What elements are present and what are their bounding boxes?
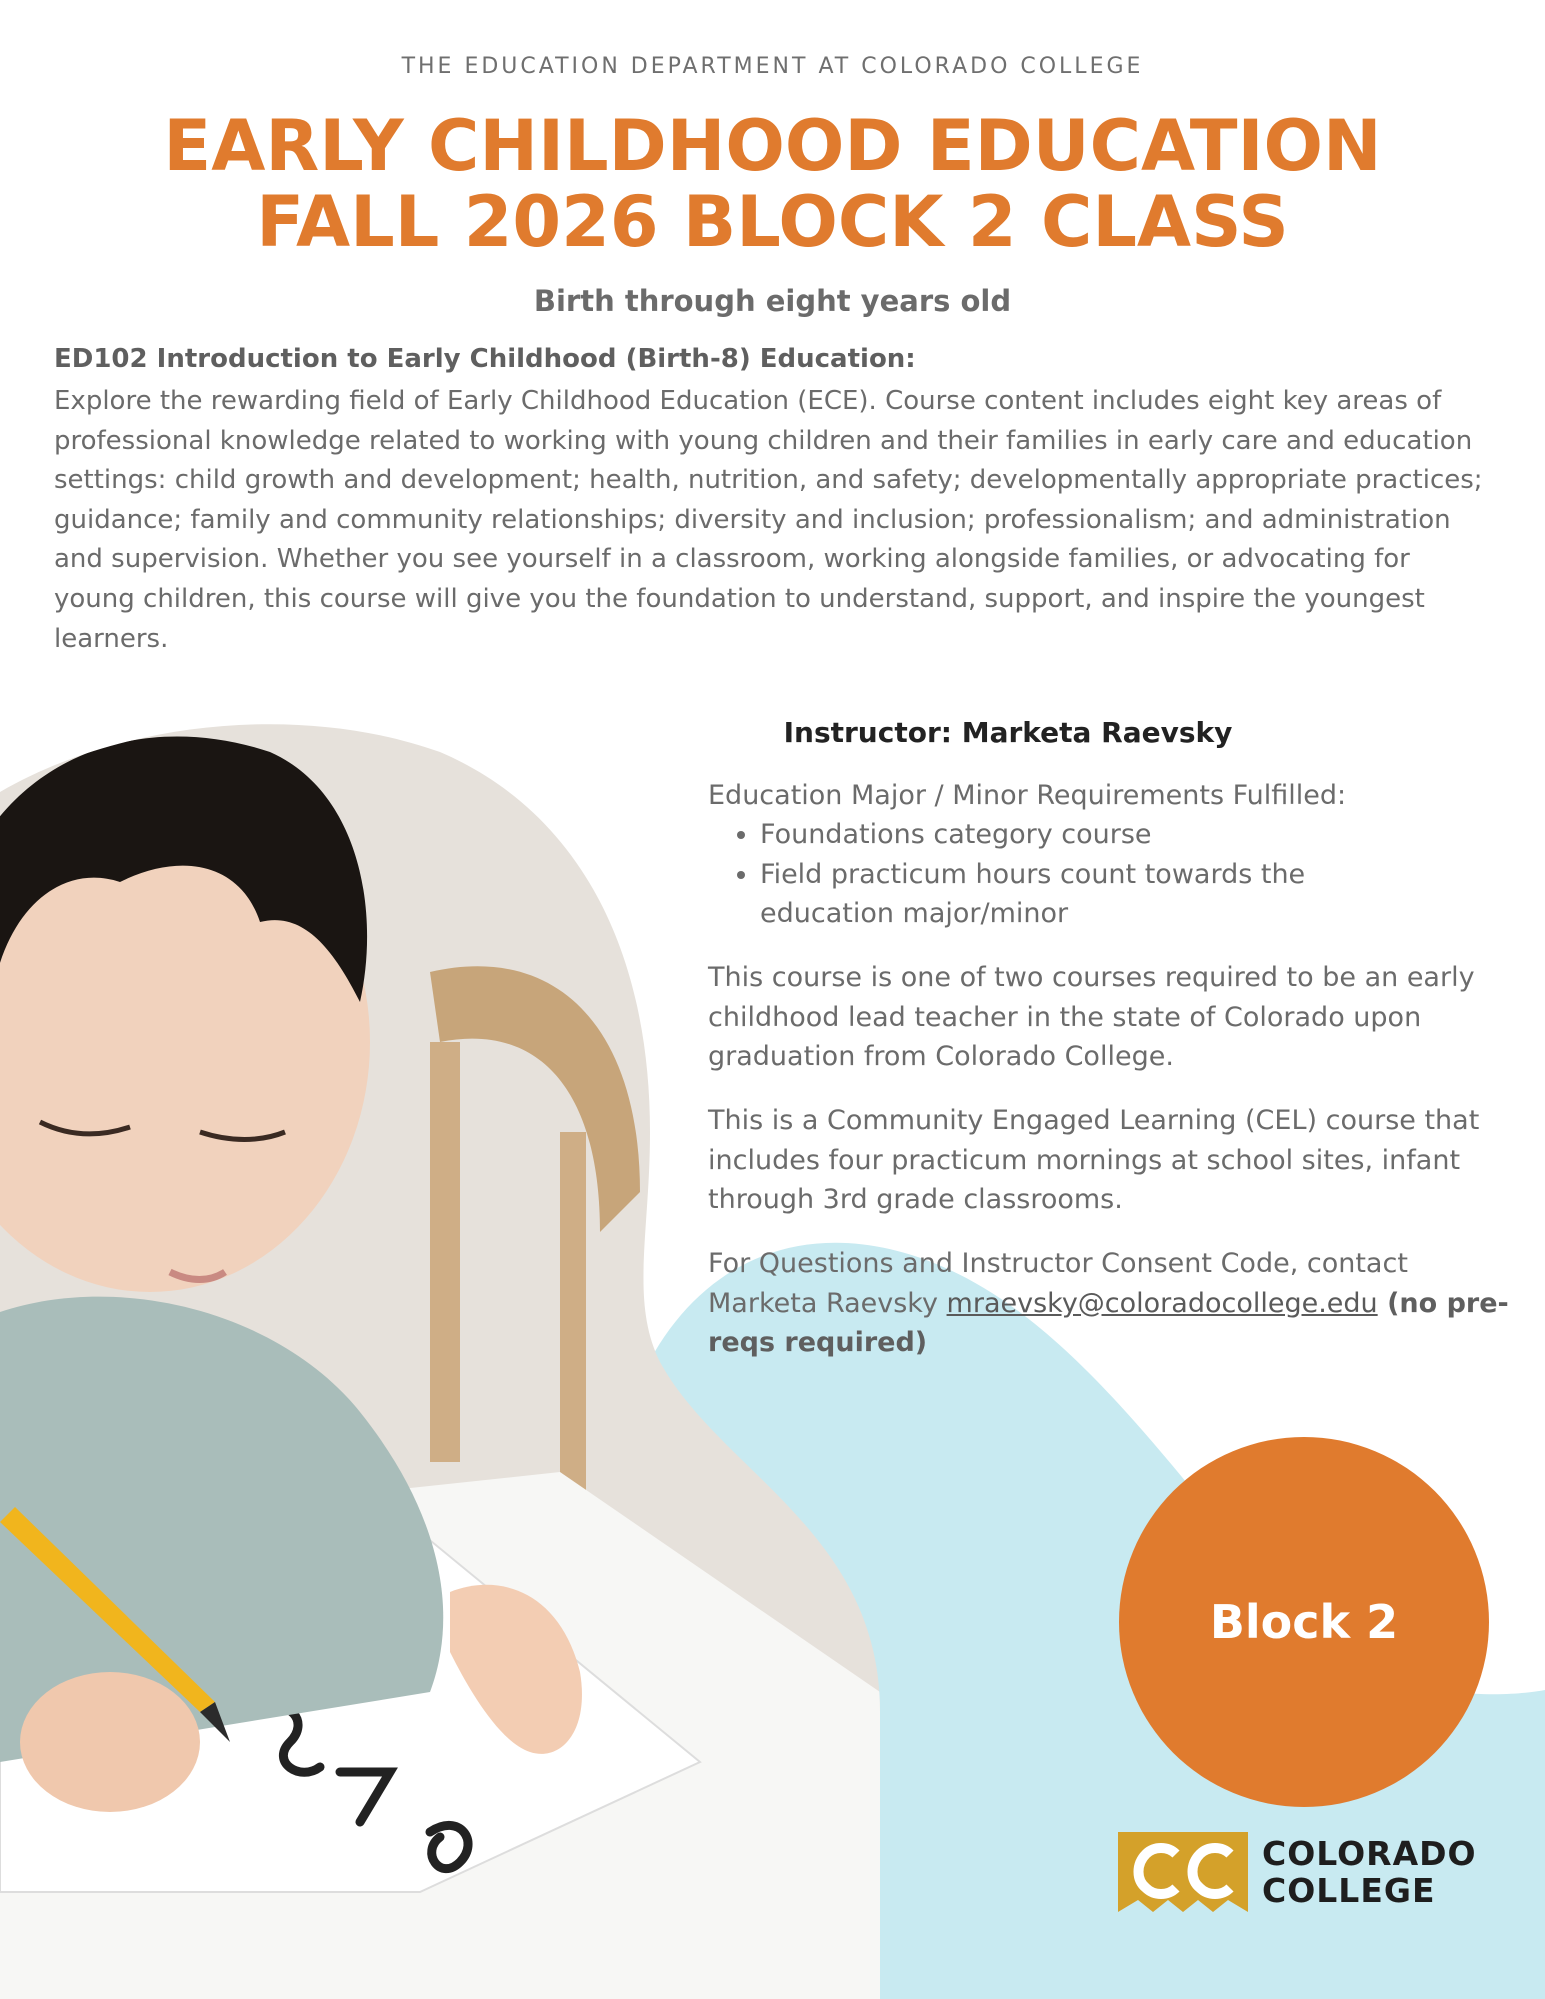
contact-paragraph <box>708 1244 1523 1363</box>
requirements-list <box>708 815 1545 934</box>
prereq-note: (no pre-reqs required) <box>708 1287 1509 1358</box>
cc-logo-mark-icon <box>1118 1832 1248 1912</box>
course-description: Explore the rewarding field of Early Childhood Education (ECE). Course content includes eight key areas of professional knowledge related to working with young children and their families in early care and education settings: child growth and development; health, nutrition, and safety; developmentally appropriate practices; guidance; family and community relationships; diversity and inclusion; professionalism; and administration and supervision. Whether you see yourself in a classroom, working alongside families, or advocating for young children, this course will give you the foundation to understand, support, and inspire the youngest learners. <box>54 386 1483 654</box>
logo-wordmark <box>1262 1835 1477 1909</box>
list-item: • Foundations category course <box>760 815 1545 855</box>
logo-line-2: COLLEGE <box>1262 1871 1436 1910</box>
course-heading: ED102 Introduction to Early Childhood (Birth-8) Education: <box>54 344 916 374</box>
block-badge-label: Block 2 <box>1209 1595 1399 1649</box>
requirements-heading: Education Major / Minor Requirements Fulfilled: <box>708 780 1347 811</box>
page-subtitle: Birth through eight years old <box>533 284 1012 318</box>
title-line-2: FALL 2026 BLOCK 2 CLASS <box>256 181 1289 263</box>
list-item: • Field practicum hours count towards the education major/minor <box>760 855 1400 934</box>
contact-text: For Questions and Instructor Consent Code, contact Marketa Raevsky <box>708 1248 1408 1319</box>
page-title <box>0 105 1545 263</box>
contact-email-link[interactable]: mraevsky@coloradocollege.edu <box>946 1287 1378 1319</box>
colorado-college-logo <box>1118 1832 1477 1912</box>
block-badge <box>1119 1437 1489 1807</box>
department-eyebrow: THE EDUCATION DEPARTMENT AT COLORADO COLLEGE <box>401 54 1144 79</box>
instructor-name: Instructor: Marketa Raevsky <box>783 716 1233 749</box>
lead-teacher-paragraph: This course is one of two courses required to be an early childhood lead teacher in the state of Colorado upon graduation from Colorado College. <box>708 962 1475 1072</box>
logo-line-1: COLORADO <box>1262 1834 1477 1873</box>
cel-paragraph: This is a Community Engaged Learning (CEL) course that includes four practicum mornings at school sites, infant through 3rd grade classrooms. <box>708 1105 1480 1215</box>
title-line-1: EARLY CHILDHOOD EDUCATION <box>163 105 1382 187</box>
